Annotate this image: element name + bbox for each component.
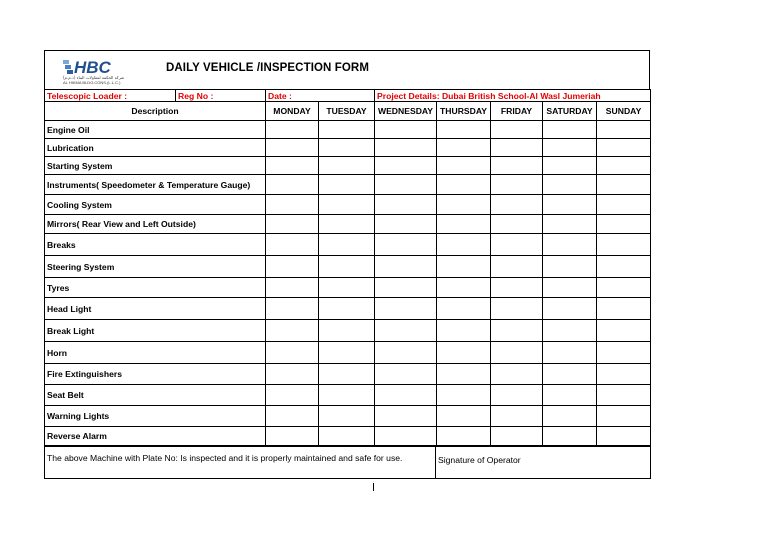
check-cell-tuesday[interactable] [319, 278, 375, 298]
check-cell-friday[interactable] [491, 278, 543, 298]
table-row [45, 256, 651, 278]
check-cell-friday[interactable] [491, 385, 543, 406]
check-cell-wednesday[interactable] [375, 364, 437, 385]
check-cell-sunday[interactable] [597, 320, 651, 342]
check-cell-saturday[interactable] [543, 175, 597, 195]
check-cell-tuesday[interactable] [319, 234, 375, 256]
check-cell-monday[interactable] [266, 175, 319, 195]
check-cell-saturday[interactable] [543, 385, 597, 406]
check-cell-monday[interactable] [266, 342, 319, 364]
check-cell-friday[interactable] [491, 342, 543, 364]
check-cell-tuesday[interactable] [319, 342, 375, 364]
check-cell-thursday[interactable] [437, 278, 491, 298]
check-cell-sunday[interactable] [597, 175, 651, 195]
check-cell-friday[interactable] [491, 175, 543, 195]
check-cell-wednesday[interactable] [375, 278, 437, 298]
check-cell-monday[interactable] [266, 364, 319, 385]
item-label: Instruments( Speedometer & Temperature Gauge) [45, 175, 266, 195]
day-header-wednesday: WEDNESDAY [375, 102, 437, 121]
check-cell-monday[interactable] [266, 195, 319, 215]
check-cell-sunday[interactable] [597, 195, 651, 215]
check-cell-tuesday[interactable] [319, 256, 375, 278]
check-cell-sunday[interactable] [597, 364, 651, 385]
item-label: Horn [45, 342, 266, 364]
check-cell-saturday[interactable] [543, 298, 597, 320]
footer-row [45, 447, 651, 479]
check-cell-thursday[interactable] [437, 215, 491, 234]
check-cell-sunday[interactable] [597, 215, 651, 234]
check-cell-monday[interactable] [266, 157, 319, 175]
check-cell-tuesday[interactable] [319, 427, 375, 446]
info-row [45, 90, 651, 102]
item-label: Reverse Alarm [45, 427, 266, 446]
item-label: Breaks [45, 234, 266, 256]
item-label: Mirrors( Rear View and Left Outside) [45, 215, 266, 234]
check-cell-tuesday[interactable] [319, 320, 375, 342]
check-cell-wednesday[interactable] [375, 195, 437, 215]
check-cell-wednesday[interactable] [375, 385, 437, 406]
check-cell-saturday[interactable] [543, 121, 597, 139]
check-cell-thursday[interactable] [437, 342, 491, 364]
equipment-label: Telescopic Loader : [45, 90, 176, 102]
table-row [45, 385, 651, 406]
operator-signature-field[interactable]: Signature of Operator [436, 447, 651, 479]
check-cell-tuesday[interactable] [319, 121, 375, 139]
check-cell-saturday[interactable] [543, 215, 597, 234]
date-label: Date : [266, 90, 375, 102]
check-cell-sunday[interactable] [597, 342, 651, 364]
project-details: Project Details: Dubai British School-Al Wasl Jumeriah [375, 90, 651, 102]
check-cell-monday[interactable] [266, 256, 319, 278]
page-tick-mark [373, 483, 374, 491]
check-cell-wednesday[interactable] [375, 234, 437, 256]
form-header [44, 50, 650, 89]
check-cell-saturday[interactable] [543, 427, 597, 446]
check-cell-friday[interactable] [491, 298, 543, 320]
day-header-monday: MONDAY [266, 102, 319, 121]
check-cell-thursday[interactable] [437, 175, 491, 195]
check-cell-tuesday[interactable] [319, 139, 375, 157]
check-cell-friday[interactable] [491, 427, 543, 446]
item-label: Lubrication [45, 139, 266, 157]
check-cell-tuesday[interactable] [319, 175, 375, 195]
table-row [45, 364, 651, 385]
check-cell-thursday[interactable] [437, 157, 491, 175]
check-cell-sunday[interactable] [597, 234, 651, 256]
check-cell-thursday[interactable] [437, 427, 491, 446]
check-cell-saturday[interactable] [543, 278, 597, 298]
check-cell-saturday[interactable] [543, 364, 597, 385]
check-cell-thursday[interactable] [437, 256, 491, 278]
check-cell-sunday[interactable] [597, 139, 651, 157]
header-row [45, 102, 651, 121]
check-cell-friday[interactable] [491, 364, 543, 385]
maintenance-statement: The above Machine with Plate No: Is inspected and it is properly maintained and safe for use. [45, 447, 436, 479]
table-row [45, 215, 651, 234]
check-cell-sunday[interactable] [597, 278, 651, 298]
check-cell-friday[interactable] [491, 157, 543, 175]
check-cell-wednesday[interactable] [375, 256, 437, 278]
check-cell-thursday[interactable] [437, 298, 491, 320]
logo-company: AL HIKMA BLDG.CONS.(L.L.C.) [63, 80, 121, 85]
check-cell-saturday[interactable] [543, 256, 597, 278]
check-cell-monday[interactable] [266, 385, 319, 406]
table-row [45, 406, 651, 427]
check-cell-thursday[interactable] [437, 406, 491, 427]
check-cell-sunday[interactable] [597, 256, 651, 278]
inspection-form [44, 50, 650, 479]
check-cell-monday[interactable] [266, 121, 319, 139]
item-label: Head Light [45, 298, 266, 320]
check-cell-wednesday[interactable] [375, 215, 437, 234]
check-cell-sunday[interactable] [597, 385, 651, 406]
item-label: Steering System [45, 256, 266, 278]
check-cell-wednesday[interactable] [375, 406, 437, 427]
check-cell-friday[interactable] [491, 215, 543, 234]
check-cell-saturday[interactable] [543, 406, 597, 427]
item-label: Break Light [45, 320, 266, 342]
check-cell-sunday[interactable] [597, 406, 651, 427]
check-cell-thursday[interactable] [437, 234, 491, 256]
day-header-thursday: THURSDAY [437, 102, 491, 121]
table-row [45, 175, 651, 195]
check-cell-saturday[interactable] [543, 320, 597, 342]
footer-table [44, 446, 651, 479]
check-cell-saturday[interactable] [543, 139, 597, 157]
check-cell-wednesday[interactable] [375, 121, 437, 139]
logo-text: HBC [74, 58, 111, 77]
check-cell-wednesday[interactable] [375, 427, 437, 446]
check-cell-tuesday[interactable] [319, 406, 375, 427]
check-cell-monday[interactable] [266, 234, 319, 256]
inspection-table [44, 89, 651, 446]
item-label: Seat Belt [45, 385, 266, 406]
reg-no-label: Reg No : [176, 90, 266, 102]
check-cell-thursday[interactable] [437, 195, 491, 215]
check-cell-tuesday[interactable] [319, 157, 375, 175]
check-cell-wednesday[interactable] [375, 342, 437, 364]
check-cell-wednesday[interactable] [375, 298, 437, 320]
table-row [45, 195, 651, 215]
check-cell-thursday[interactable] [437, 320, 491, 342]
check-cell-tuesday[interactable] [319, 385, 375, 406]
check-cell-thursday[interactable] [437, 385, 491, 406]
check-cell-monday[interactable] [266, 298, 319, 320]
check-cell-tuesday[interactable] [319, 298, 375, 320]
check-cell-sunday[interactable] [597, 121, 651, 139]
check-cell-sunday[interactable] [597, 157, 651, 175]
check-cell-monday[interactable] [266, 139, 319, 157]
table-row [45, 298, 651, 320]
table-row [45, 342, 651, 364]
check-cell-thursday[interactable] [437, 364, 491, 385]
check-cell-wednesday[interactable] [375, 175, 437, 195]
table-row [45, 139, 651, 157]
item-label: Tyres [45, 278, 266, 298]
check-cell-friday[interactable] [491, 121, 543, 139]
check-cell-monday[interactable] [266, 278, 319, 298]
check-cell-friday[interactable] [491, 195, 543, 215]
form-title: DAILY VEHICLE /INSPECTION FORM [166, 62, 369, 74]
check-cell-sunday[interactable] [597, 298, 651, 320]
check-cell-wednesday[interactable] [375, 139, 437, 157]
check-cell-wednesday[interactable] [375, 320, 437, 342]
check-cell-monday[interactable] [266, 320, 319, 342]
table-row [45, 121, 651, 139]
table-row [45, 278, 651, 298]
check-cell-monday[interactable] [266, 215, 319, 234]
check-cell-monday[interactable] [266, 406, 319, 427]
check-cell-thursday[interactable] [437, 121, 491, 139]
check-cell-monday[interactable] [266, 427, 319, 446]
company-logo [61, 57, 157, 85]
check-cell-saturday[interactable] [543, 234, 597, 256]
check-cell-saturday[interactable] [543, 195, 597, 215]
check-cell-friday[interactable] [491, 256, 543, 278]
check-cell-friday[interactable] [491, 139, 543, 157]
day-header-saturday: SATURDAY [543, 102, 597, 121]
check-cell-thursday[interactable] [437, 139, 491, 157]
table-row [45, 157, 651, 175]
day-header-sunday: SUNDAY [597, 102, 651, 121]
check-cell-saturday[interactable] [543, 342, 597, 364]
table-row [45, 234, 651, 256]
logo-arabic: شركة الحكمة لمقاولات البناء (ذ.م.م) [63, 75, 125, 80]
check-cell-tuesday[interactable] [319, 195, 375, 215]
description-header: Description [45, 102, 266, 121]
check-cell-sunday[interactable] [597, 427, 651, 446]
item-label: Fire Extinguishers [45, 364, 266, 385]
check-cell-friday[interactable] [491, 320, 543, 342]
check-cell-friday[interactable] [491, 406, 543, 427]
check-cell-tuesday[interactable] [319, 364, 375, 385]
day-header-friday: FRIDAY [491, 102, 543, 121]
table-row [45, 320, 651, 342]
item-label: Warning Lights [45, 406, 266, 427]
day-header-tuesday: TUESDAY [319, 102, 375, 121]
item-label: Cooling System [45, 195, 266, 215]
check-cell-friday[interactable] [491, 234, 543, 256]
check-cell-tuesday[interactable] [319, 215, 375, 234]
item-label: Engine Oil [45, 121, 266, 139]
check-cell-saturday[interactable] [543, 157, 597, 175]
item-label: Starting System [45, 157, 266, 175]
table-row [45, 427, 651, 446]
check-cell-wednesday[interactable] [375, 157, 437, 175]
